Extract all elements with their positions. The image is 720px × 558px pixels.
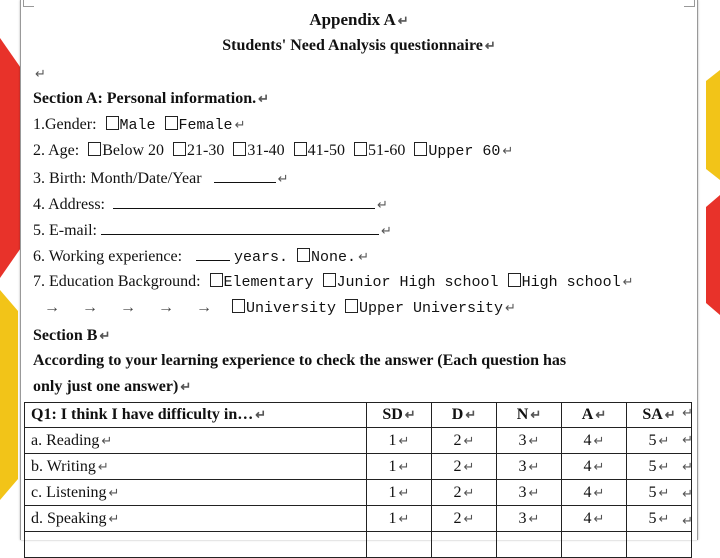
age-question: 2. Age: Below 20 21-30 31-40 41-50 51-60 Upper 60 ↵ bbox=[33, 142, 514, 160]
email-input-line[interactable] bbox=[101, 220, 379, 235]
empty-checkbox-icon[interactable] bbox=[297, 248, 310, 262]
empty-checkbox-icon[interactable] bbox=[173, 142, 186, 156]
rating-cell bbox=[562, 532, 627, 558]
row-label: d. Speaking ↵ bbox=[25, 506, 367, 532]
rating-cell[interactable]: 3 ↵ bbox=[497, 428, 562, 454]
section-b-instruction: According to your learning experience to check the answer (Each question has bbox=[33, 352, 567, 369]
rating-cell[interactable]: 1 ↵ bbox=[367, 428, 432, 454]
document-subtitle: Students' Need Analysis questionnaire ↵ bbox=[222, 37, 496, 54]
education-question: 7. Education Background: Elementary Junior High school High school ↵ bbox=[33, 273, 634, 291]
row-label bbox=[25, 532, 367, 558]
row-label: a. Reading ↵ bbox=[25, 428, 367, 454]
questionnaire-table bbox=[24, 402, 692, 558]
column-header-n: N ↵ bbox=[497, 403, 562, 428]
rating-cell[interactable]: 1 ↵ bbox=[367, 506, 432, 532]
empty-paragraph bbox=[33, 64, 46, 84]
rating-cell[interactable]: 1 ↵ bbox=[367, 480, 432, 506]
right-arrow-icon: → bbox=[158, 299, 174, 316]
rating-cell bbox=[627, 532, 692, 558]
column-header-sa: SA ↵ bbox=[627, 403, 692, 428]
years-input-line[interactable] bbox=[196, 246, 230, 261]
rating-cell[interactable]: 2 ↵ bbox=[432, 480, 497, 506]
table-row bbox=[25, 480, 692, 506]
rating-cell bbox=[367, 532, 432, 558]
address-question: 4. Address: ↵ bbox=[33, 196, 388, 213]
return-arrow-icon: ↵ bbox=[35, 66, 46, 81]
working-experience-question: 6. Working experience: years. None. ↵ bbox=[33, 248, 369, 266]
right-arrow-icon: → bbox=[82, 299, 98, 316]
rating-cell bbox=[497, 532, 562, 558]
empty-checkbox-icon[interactable] bbox=[323, 273, 336, 287]
rating-cell[interactable]: 3 ↵ bbox=[497, 480, 562, 506]
return-arrow-icon: ↵ bbox=[682, 459, 693, 474]
column-header-d: D ↵ bbox=[432, 403, 497, 428]
rating-cell[interactable]: 3 ↵ bbox=[497, 506, 562, 532]
red-decoration-right bbox=[706, 195, 720, 315]
question-cell: Q1: I think I have difficulty in… ↵ bbox=[25, 403, 367, 428]
empty-checkbox-icon[interactable] bbox=[165, 116, 178, 130]
empty-checkbox-icon[interactable] bbox=[508, 273, 521, 287]
column-header-a: A ↵ bbox=[562, 403, 627, 428]
table-row bbox=[25, 532, 692, 558]
yellow-decoration-right bbox=[706, 70, 720, 180]
education-question-continued: → → → → → University Upper University ↵ bbox=[33, 298, 516, 319]
rating-cell[interactable]: 2 ↵ bbox=[432, 506, 497, 532]
empty-checkbox-icon[interactable] bbox=[354, 142, 367, 156]
rating-cell[interactable]: 5 ↵ bbox=[627, 506, 692, 532]
yellow-decoration-left bbox=[0, 290, 18, 500]
section-b-heading: Section B ↵ bbox=[33, 327, 111, 344]
return-arrow-icon: ↵ bbox=[682, 513, 693, 528]
rating-cell[interactable]: 1 ↵ bbox=[367, 454, 432, 480]
table-header-row bbox=[25, 403, 692, 428]
row-label: b. Writing ↵ bbox=[25, 454, 367, 480]
email-question: 5. E-mail: ↵ bbox=[33, 222, 392, 239]
empty-checkbox-icon[interactable] bbox=[88, 142, 101, 156]
rating-cell[interactable]: 5 ↵ bbox=[627, 428, 692, 454]
right-arrow-icon: → bbox=[196, 299, 212, 316]
rating-cell[interactable]: 4 ↵ bbox=[562, 454, 627, 480]
rating-cell[interactable]: 5 ↵ bbox=[627, 480, 692, 506]
document-title: Appendix A ↵ bbox=[309, 10, 409, 29]
rating-cell[interactable]: 4 ↵ bbox=[562, 506, 627, 532]
empty-checkbox-icon[interactable] bbox=[414, 142, 427, 156]
empty-checkbox-icon[interactable] bbox=[106, 116, 119, 130]
document-page bbox=[20, 0, 698, 540]
section-b-instruction-continued: only just one answer) ↵ bbox=[33, 378, 192, 395]
section-a-heading: Section A: Personal information. ↵ bbox=[33, 90, 269, 107]
page-corner-mark bbox=[684, 0, 695, 7]
empty-checkbox-icon[interactable] bbox=[345, 299, 358, 313]
column-header-sd: SD ↵ bbox=[367, 403, 432, 428]
rating-cell[interactable]: 2 ↵ bbox=[432, 454, 497, 480]
rating-cell bbox=[432, 532, 497, 558]
empty-checkbox-icon[interactable] bbox=[233, 142, 246, 156]
table-row bbox=[25, 506, 692, 532]
rating-cell[interactable]: 2 ↵ bbox=[432, 428, 497, 454]
row-label: c. Listening ↵ bbox=[25, 480, 367, 506]
rating-cell[interactable]: 4 ↵ bbox=[562, 480, 627, 506]
return-arrow-icon: ↵ bbox=[682, 405, 693, 420]
gender-question: 1.Gender: Male Female ↵ bbox=[33, 116, 246, 134]
address-input-line[interactable] bbox=[113, 194, 375, 209]
empty-checkbox-icon[interactable] bbox=[232, 299, 245, 313]
rating-cell[interactable]: 3 ↵ bbox=[497, 454, 562, 480]
birth-input-line[interactable] bbox=[214, 168, 276, 183]
empty-checkbox-icon[interactable] bbox=[210, 273, 223, 287]
page-corner-mark bbox=[23, 0, 34, 7]
table-row bbox=[25, 454, 692, 480]
right-arrow-icon: → bbox=[120, 299, 136, 316]
table-row bbox=[25, 428, 692, 454]
birth-question: 3. Birth: Month/Date/Year ↵ bbox=[33, 170, 289, 187]
empty-checkbox-icon[interactable] bbox=[294, 142, 307, 156]
return-arrow-icon: ↵ bbox=[682, 486, 693, 501]
right-arrow-icon: → bbox=[44, 299, 60, 316]
rating-cell[interactable]: 4 ↵ bbox=[562, 428, 627, 454]
red-decoration-left bbox=[0, 38, 20, 278]
rating-cell[interactable]: 5 ↵ bbox=[627, 454, 692, 480]
return-arrow-icon: ↵ bbox=[682, 432, 693, 447]
